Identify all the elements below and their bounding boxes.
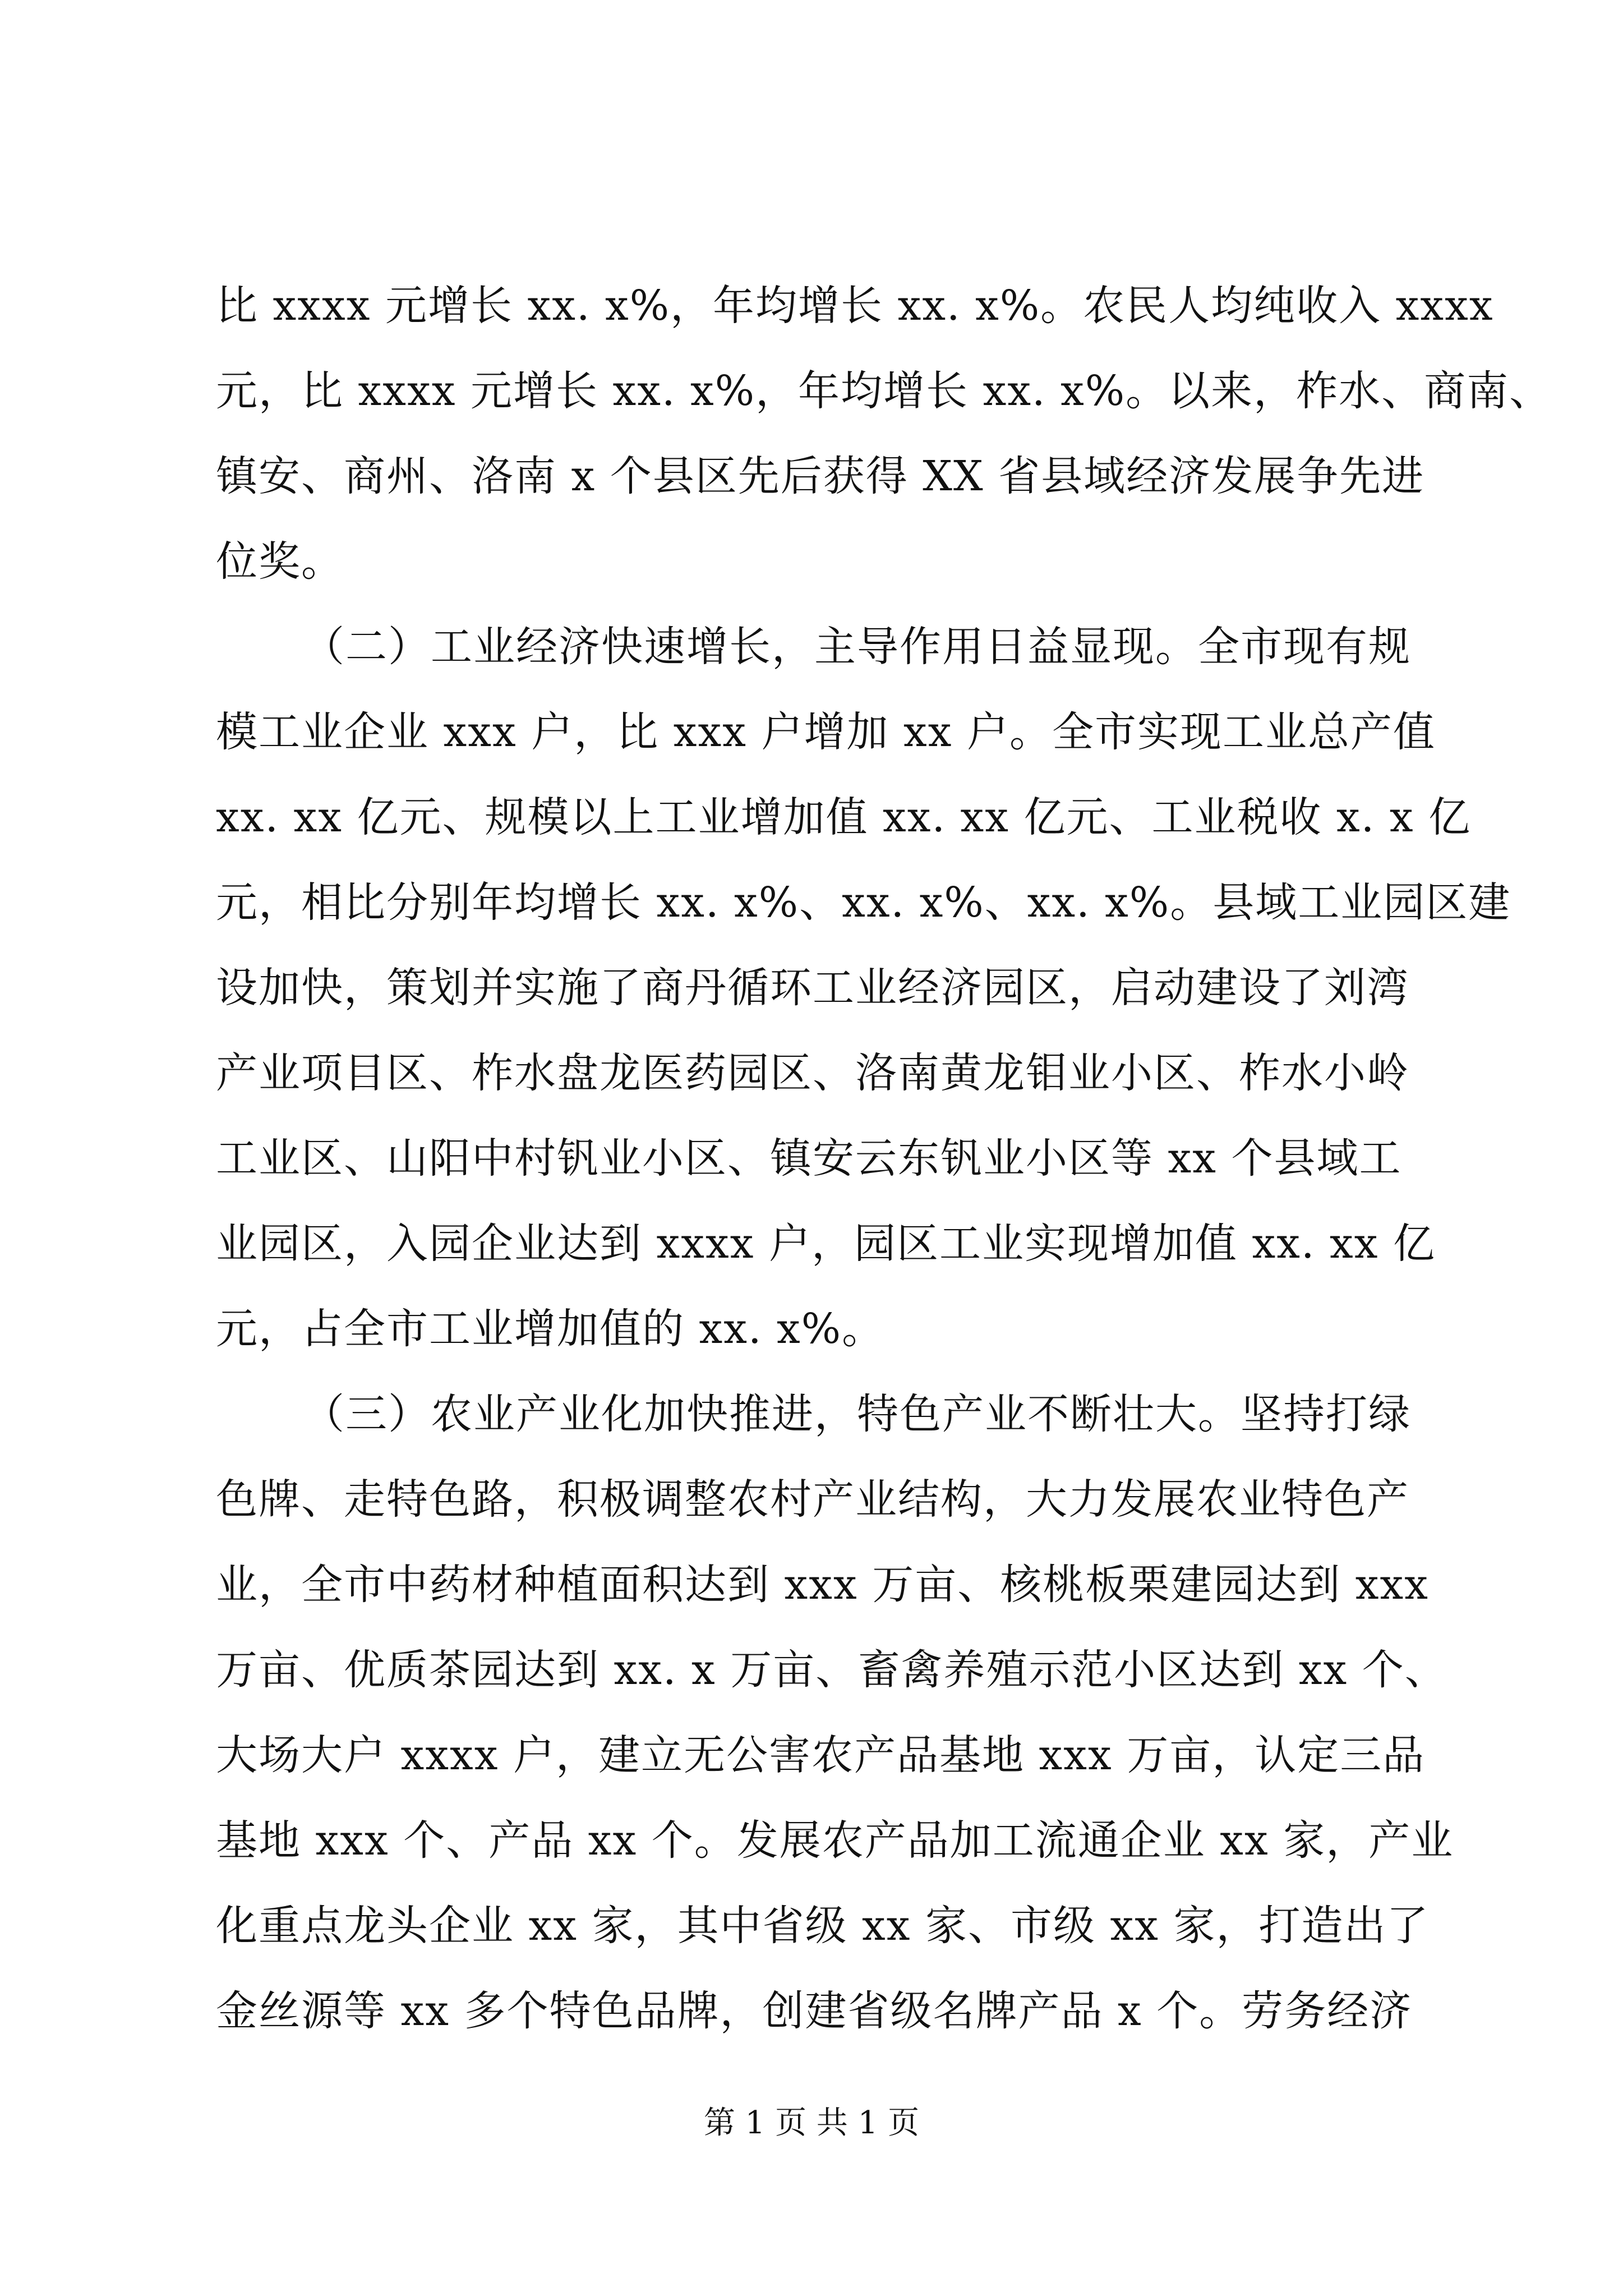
paragraph-heading-line: （二）工业经济快速增长，主导作用日益显现。全市现有规 (303, 623, 1411, 671)
text-line: 镇安、商州、洛南 x 个县区先后获得 XX 省县域经济发展争先进 (216, 452, 1425, 500)
text-line: xx. xx 亿元、规模以上工业增加值 xx. xx 亿元、工业税收 x. x 亿 (216, 793, 1472, 841)
text-line: 万亩、优质茶园达到 xx. x 万亩、畜禽养殖示范小区达到 xx 个、 (216, 1646, 1447, 1694)
text-line: 位奖。 (216, 537, 344, 586)
text-line: 大场大户 xxxx 户，建立无公害农产品基地 xxx 万亩，认定三品 (216, 1731, 1426, 1779)
text-line: 基地 xxx 个、产品 xx 个。发展农产品加工流通企业 xx 家，产业 (216, 1816, 1454, 1865)
text-line: 元，占全市工业增加值的 xx. x%。 (216, 1305, 885, 1353)
text-line: 元，相比分别年均增长 xx. x%、xx. x%、xx. x%。县域工业园区建 (216, 878, 1511, 927)
text-line: 化重点龙头企业 xx 家，其中省级 xx 家、市级 xx 家，打造出了 (216, 1902, 1430, 1950)
text-line: 工业区、山阳中村钒业小区、镇安云东钒业小区等 xx 个县域工 (216, 1134, 1402, 1182)
text-line: 金丝源等 xx 多个特色品牌，创建省级名牌产品 x 个。劳务经济 (216, 1987, 1413, 2035)
paragraph-heading-line: （三）农业产业化加快推进，特色产业不断壮大。坚持打绿 (303, 1390, 1411, 1438)
text-line: 比 xxxx 元增长 xx. x%，年均增长 xx. x%。农民人均纯收入 xxxx (216, 282, 1494, 330)
text-line: 色牌、走特色路，积极调整农村产业结构，大力发展农业特色产 (216, 1475, 1409, 1524)
text-line: 业园区，入园企业达到 xxxx 户，园区工业实现增加值 xx. xx 亿 (216, 1220, 1436, 1268)
text-line: 元，比 xxxx 元增长 xx. x%，年均增长 xx. x%。以来，柞水、商南、 (216, 367, 1552, 415)
text-line: 设加快，策划并实施了商丹循环工业经济园区，启动建设了刘湾 (216, 964, 1409, 1012)
text-line: 产业项目区、柞水盘龙医药园区、洛南黄龙钼业小区、柞水小岭 (216, 1049, 1409, 1097)
page-number-footer: 第 1 页 共 1 页 (703, 2105, 920, 2141)
text-line: 业，全市中药材种植面积达到 xxx 万亩、核桃板栗建园达到 xxx (216, 1561, 1429, 1609)
text-line: 模工业企业 xxx 户，比 xxx 户增加 xx 户。全市实现工业总产值 (216, 708, 1436, 756)
